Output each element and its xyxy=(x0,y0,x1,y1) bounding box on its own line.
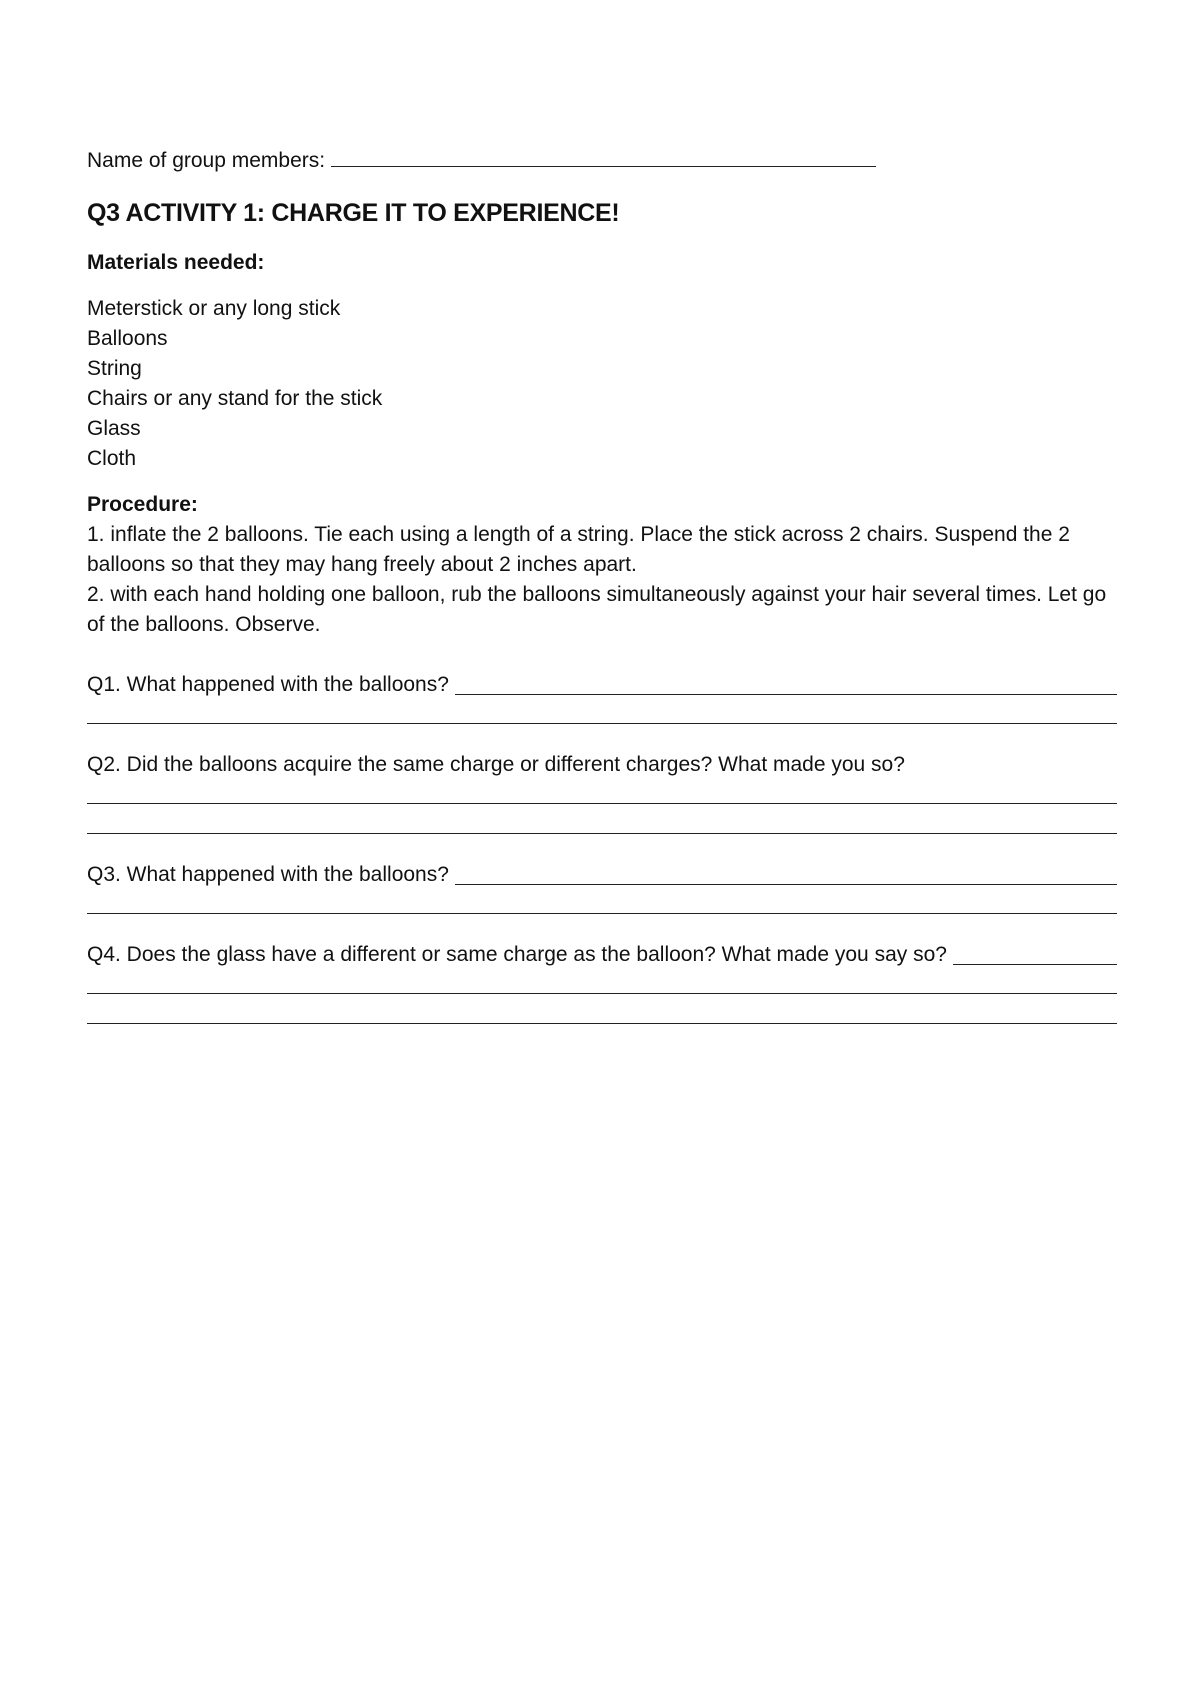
material-item: Balloons xyxy=(87,327,168,350)
procedure-heading: Procedure: xyxy=(87,493,198,516)
material-item: Cloth xyxy=(87,447,137,470)
answer-line[interactable] xyxy=(87,804,1117,834)
group-members-label: Name of group members: xyxy=(87,149,326,172)
question-2 xyxy=(87,750,1117,834)
materials-list xyxy=(87,294,1117,474)
answer-line[interactable] xyxy=(87,994,1117,1024)
procedure-step: 2. with each hand holding one balloon, rub the balloons simultaneously against your hair several times. Let go of the balloons. Observe. xyxy=(87,583,1107,636)
group-members-line xyxy=(87,146,1117,176)
question-1-text: Q1. What happened with the balloons? xyxy=(87,673,449,696)
material-item: String xyxy=(87,357,142,380)
procedure-steps xyxy=(87,520,1117,640)
question-4-text: Q4. Does the glass have a different or same charge as the balloon? What made you say so? xyxy=(87,943,947,966)
material-item: Meterstick or any long stick xyxy=(87,297,341,320)
group-members-blank[interactable] xyxy=(331,146,876,167)
material-item: Glass xyxy=(87,417,141,440)
material-item: Chairs or any stand for the stick xyxy=(87,387,383,410)
question-3 xyxy=(87,860,1117,914)
question-2-text: Q2. Did the balloons acquire the same charge or different charges? What made you so? xyxy=(87,753,905,776)
worksheet-content xyxy=(87,146,1117,1050)
materials-heading: Materials needed: xyxy=(87,251,265,274)
procedure-step: 1. inflate the 2 balloons. Tie each using a length of a string. Place the stick across 2 chairs. Suspend the 2 balloons so that they may hang freely about 2 inches apart. xyxy=(87,523,1070,576)
question-1 xyxy=(87,670,1117,724)
question-4 xyxy=(87,940,1117,1024)
answer-blank[interactable] xyxy=(953,944,1117,965)
answer-blank[interactable] xyxy=(455,674,1117,695)
question-3-text: Q3. What happened with the balloons? xyxy=(87,863,449,886)
activity-title: Q3 ACTIVITY 1: CHARGE IT TO EXPERIENCE! xyxy=(87,199,620,227)
answer-blank[interactable] xyxy=(455,864,1117,885)
